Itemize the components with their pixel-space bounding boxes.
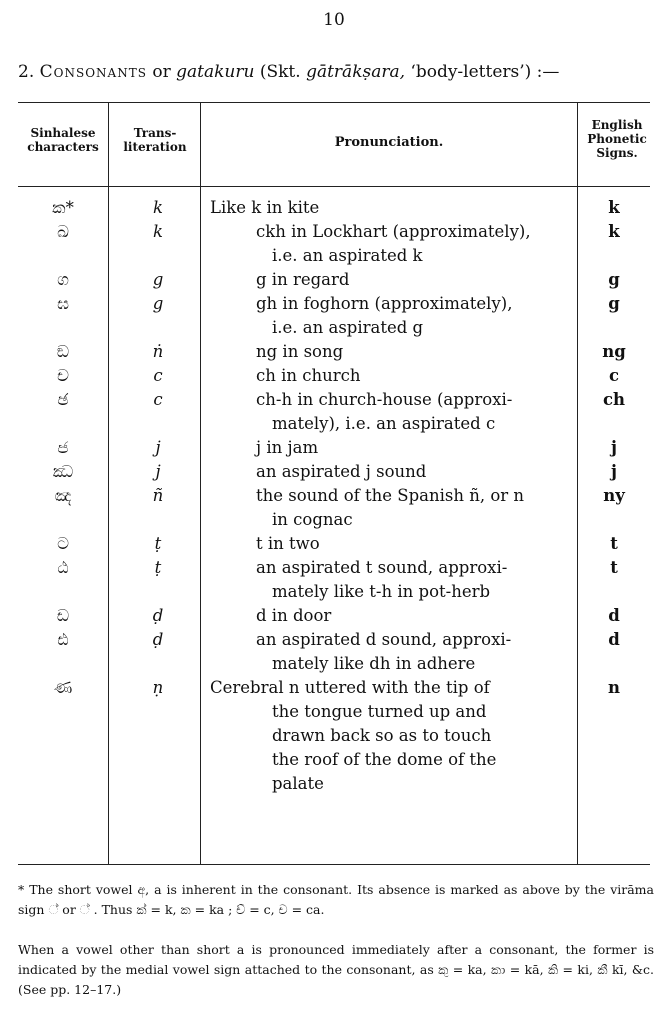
pronunciation-line: the roof of the dome of the [272,750,497,769]
pronunciation-line: mately like t-h in pot-herb [272,582,491,601]
pronunciation [210,460,595,484]
heading-native-term: gatakuru [176,62,255,82]
english-phonetic-sign: t [610,534,618,553]
sinhalese-character: ඪ [57,630,69,649]
pronunciation [210,436,595,460]
pronunciation [210,388,595,436]
english-phonetic-sign: ch [602,390,626,409]
header-pronunciation: Pronunciation. [334,135,444,150]
pronunciation [210,292,595,340]
pronunciation-line: d in door [256,606,332,625]
transliteration: k [153,222,163,241]
pronunciation [210,196,595,220]
english-phonetic-sign: j [611,438,617,457]
transliteration: ḍ [152,630,164,649]
heading-gloss-close: ‘body-letters’) :— [410,62,560,82]
pronunciation [210,364,595,388]
sinhalese-character: ඛ [57,222,69,241]
sinhalese-character: ක* [52,198,74,217]
pronunciation-line: mately like dh in adhere [272,654,476,673]
sinhalese-character: ග [57,270,69,289]
sinhalese-character: ඡ [57,390,69,409]
english-phonetic-sign: d [608,630,620,649]
pronunciation-line: an aspirated d sound, approxi- [256,630,512,649]
pronunciation-line: Like k in kite [210,198,320,217]
pronunciation-line: ch in church [256,366,361,385]
sinhalese-character: ඞ [56,342,70,361]
pronunciation-line: the sound of the Spanish ñ, or n [256,486,525,505]
transliteration: ṭ [154,558,162,577]
sinhalese-character: ඣ [52,462,74,481]
pronunciation [210,484,595,532]
transliteration: j [155,438,161,457]
pronunciation [210,268,595,292]
sinhalese-character: ඝ [57,294,69,313]
sinhalese-character: ඩ [56,606,70,625]
pronunciation-line: palate [272,774,324,793]
pronunciation-line: an aspirated j sound [256,462,427,481]
transliteration: ḍ [152,606,164,625]
english-phonetic-sign: k [608,198,620,217]
heading-sanskrit-term: gātrākṣara, [306,62,406,82]
sinhalese-character: ච [57,366,69,385]
english-phonetic-sign: g [608,270,620,289]
sinhalese-character: ට [57,534,69,553]
heading-or: or [152,62,171,82]
pronunciation-line: drawn back so as to touch [272,726,492,745]
transliteration: ṅ [152,342,164,361]
pronunciation-line: ng in song [256,342,344,361]
english-phonetic-sign: ng [602,342,626,361]
pronunciation-line: ckh in Lockhart (approximately), [256,222,531,241]
table-bottom-rule [18,864,650,865]
pronunciation [210,556,595,604]
english-phonetic-sign: ny [603,486,625,505]
pronunciation-line: gh in foghorn (approximately), [256,294,513,313]
pronunciation [210,340,595,364]
pronunciation-line: i.e. an aspirated g [272,318,424,337]
header-transliteration: Trans-literation [123,126,187,154]
english-phonetic-sign: c [608,366,620,385]
transliteration: k [153,198,163,217]
english-phonetic-sign: t [610,558,618,577]
transliteration: ṇ [152,678,164,697]
pronunciation [210,604,595,628]
transliteration: g [152,270,164,289]
english-phonetic-sign: k [608,222,620,241]
pronunciation-line: Cerebral n uttered with the tip of [210,678,490,697]
pronunciation-line: mately), i.e. an aspirated c [272,414,496,433]
footnote-medial-vowels: When a vowel other than short a is pronounced immediately after a consonant, the former is indicated by the medial vowel sign attached to the consonant, as කු = ka, කා = kā, කි = ki, කී kī, &c. (See pp. 12–17.) [18,942,654,997]
pronunciation-line: in cognac [272,510,353,529]
page-number: 10 [323,10,345,30]
sinhalese-character: ණ [53,678,73,697]
pronunciation-line: i.e. an aspirated k [272,246,423,265]
heading-title: Consonants [39,62,147,82]
english-phonetic-sign: j [611,462,617,481]
pronunciation-line: g in regard [256,270,350,289]
pronunciation-line: ch-h in church-house (approxi- [256,390,513,409]
pronunciation-line: j in jam [256,438,319,457]
section-heading [18,62,658,82]
transliteration: ñ [152,486,164,505]
pronunciation-line: an aspirated t sound, approxi- [256,558,508,577]
table-header-rule [18,186,650,187]
sinhalese-character: ජ [57,438,69,457]
transliteration: c [153,390,163,409]
pronunciation [210,628,595,676]
english-phonetic-sign: g [608,294,620,313]
transliteration: g [152,294,164,313]
pronunciation [210,220,595,268]
heading-gloss-open: (Skt. [259,62,301,82]
pronunciation [210,676,595,796]
sinhalese-character: ඨ [57,558,69,577]
english-phonetic-sign: n [608,678,620,697]
pronunciation-line: the tongue turned up and [272,702,487,721]
heading-number: 2. [18,62,35,82]
table-top-rule [18,102,650,103]
footnote-virama: * The short vowel අ, a is inherent in the consonant. Its absence is marked as above by the virāma sign ් or ් . Thus ක් = k, ක = ka ; ච් = c, ච = ca. [18,882,654,917]
sinhalese-character: ඤ [54,486,72,505]
pronunciation-line: t in two [256,534,320,553]
pronunciation [210,532,595,556]
transliteration: j [155,462,161,481]
english-phonetic-sign: d [608,606,620,625]
transliteration: c [153,366,163,385]
header-english-phonetic: English Phonetic Signs. [587,118,647,160]
header-sinhalese: Sinhalese characters [27,126,99,154]
transliteration: ṭ [154,534,162,553]
